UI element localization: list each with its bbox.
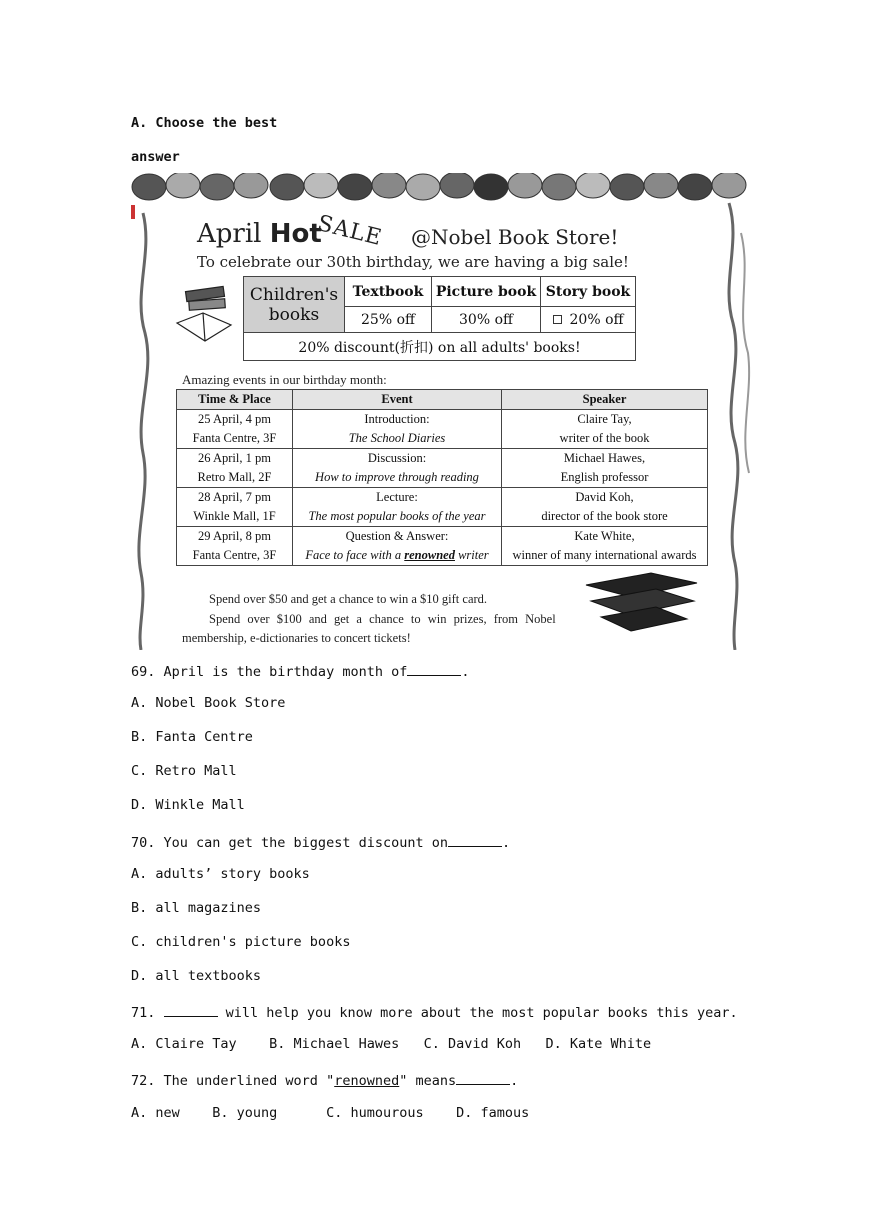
answer-blank: [448, 832, 502, 847]
event-speaker-role: English professor: [560, 470, 649, 484]
event-speaker-role: winner of many international awards: [512, 548, 697, 562]
event-time: 29 April, 8 pm: [198, 529, 271, 543]
event-title: The School Diaries: [348, 431, 446, 445]
childrens-books-cell: Children's books: [244, 277, 345, 333]
event-speaker: Claire Tay,: [577, 412, 632, 426]
checkbox-icon: [553, 315, 562, 324]
question-71: 71. will help you know more about the most popular books this year.: [131, 1002, 738, 1021]
events-header: Time & Place: [177, 390, 293, 410]
spend-line-2: Spend over $100 and get a chance to win prizes, from Nobel: [209, 612, 556, 626]
event-row: [177, 488, 708, 527]
event-row: [177, 449, 708, 488]
question-69: 69. April is the birthday month of .: [131, 661, 469, 680]
event-type: Introduction:: [364, 412, 430, 426]
event-speaker: Michael Hawes,: [563, 451, 646, 465]
underlined-word: renowned: [334, 1073, 400, 1089]
event-place: Fanta Centre, 3F: [192, 431, 277, 445]
event-title: Face to face with a renowned writer: [305, 548, 489, 562]
answer-blank: [164, 1002, 218, 1017]
answer-blank: [456, 1070, 510, 1085]
poster-celebrate-line: To celebrate our 30th birthday, we are having a big sale!: [197, 253, 629, 271]
question-72: 72. The underlined word "renowned" means .: [131, 1070, 518, 1089]
event-time: 25 April, 4 pm: [198, 412, 271, 426]
discount-header: Picture book: [432, 277, 541, 307]
adults-discount-note: 20% discount(折扣) on all adults' books!: [244, 333, 636, 361]
option: C. Retro Mall: [131, 763, 237, 779]
event-speaker: David Koh,: [575, 490, 634, 504]
event-place: Winkle Mall, 1F: [193, 509, 276, 523]
poster-title: April Hot: [197, 219, 322, 249]
events-header: Event: [293, 390, 502, 410]
event-place: Retro Mall, 2F: [197, 470, 272, 484]
spend-line-1: Spend over $50 and get a chance to win a $10 gift card.: [209, 592, 488, 606]
event-time: 28 April, 7 pm: [198, 490, 271, 504]
discount-header: Story book: [541, 277, 636, 307]
spend-line-3: membership, e-dictionaries to concert tickets!: [182, 631, 411, 645]
section-heading: A. Choose the best: [131, 115, 278, 131]
event-type: Lecture:: [376, 490, 418, 504]
option: D. Winkle Mall: [131, 797, 245, 813]
discount-value: 20% off: [541, 307, 636, 333]
answer-blank: [407, 661, 461, 676]
event-type: Question & Answer:: [345, 529, 449, 543]
question-70: 70. You can get the biggest discount on .: [131, 832, 510, 851]
section-heading-continued: answer: [131, 149, 180, 165]
option: C. children's picture books: [131, 934, 351, 950]
discount-value: 25% off: [345, 307, 432, 333]
option: B. all magazines: [131, 900, 262, 916]
options-row: A. Claire Tay B. Michael Hawes C. David Koh D. Kate White: [131, 1036, 652, 1052]
discount-value: 30% off: [432, 307, 541, 333]
event-title: How to improve through reading: [315, 470, 479, 484]
event-speaker-role: director of the book store: [541, 509, 668, 523]
event-type: Discussion:: [367, 451, 427, 465]
events-header: Speaker: [502, 390, 708, 410]
event-time: 26 April, 1 pm: [198, 451, 271, 465]
event-speaker-role: writer of the book: [559, 431, 650, 445]
event-title: The most popular books of the year: [308, 509, 486, 523]
event-place: Fanta Centre, 3F: [192, 548, 277, 562]
event-row: [177, 527, 708, 566]
discount-header: Textbook: [345, 277, 432, 307]
discount-table: [243, 276, 636, 361]
sale-poster: [131, 173, 754, 650]
events-title: Amazing events in our birthday month:: [182, 372, 387, 387]
events-table: [176, 389, 708, 566]
options-row: A. new B. young C. humourous D. famous: [131, 1105, 530, 1121]
event-row: [177, 410, 708, 449]
option: D. all textbooks: [131, 968, 262, 984]
renowned-underlined: renowned: [404, 548, 455, 562]
poster-sale-word: SALE: [314, 211, 385, 252]
event-speaker: Kate White,: [574, 529, 635, 543]
option: A. Nobel Book Store: [131, 695, 286, 711]
poster-store-name: @Nobel Book Store!: [411, 225, 619, 249]
option: A. adults’ story books: [131, 866, 310, 882]
option: B. Fanta Centre: [131, 729, 253, 745]
